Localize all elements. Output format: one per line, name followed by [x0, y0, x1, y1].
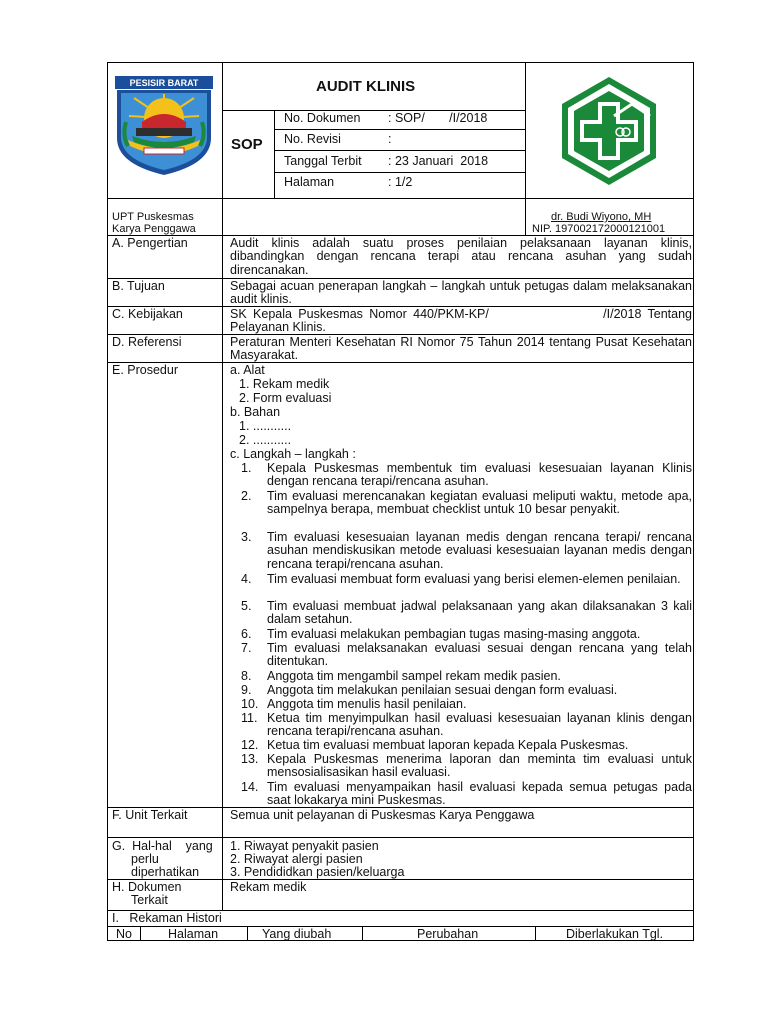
history-col-diberlakukan: Diberlakukan Tgl. — [566, 927, 664, 941]
history-col-no: No — [116, 927, 132, 941]
step-number: 7. — [241, 641, 252, 655]
g-item: 3. Pendididkan pasien/keluarga — [230, 865, 405, 879]
alat-item: 2. Form evaluasi — [239, 391, 332, 405]
step-text: Tim evaluasi merencanakan kegiatan evaluasi meliputi waktu, metode apa, sampelnya berapa, membuat checklist untuk 10 besar penyakit. — [267, 489, 692, 517]
tanggal-terbit-value: : 23 Januari 2018 — [388, 154, 489, 168]
bahan-item: 2. ........... — [239, 433, 292, 447]
section-d-text: Peraturan Menteri Kesehatan RI Nomor 75 Tahun 2014 tentang Pusat Kesehatan Masyarakat. — [230, 335, 692, 363]
step-text: Tim evaluasi membuat jadwal pelaksanaan yang akan dilaksanakan 3 kali dalam setahun. — [267, 599, 692, 627]
section-g-label: diperhatikan — [131, 865, 200, 879]
step-number: 8. — [241, 669, 252, 683]
step-text: Kepala Puskesmas membentuk tim evaluasi kesesuaian layanan Klinis dengan rencana terapi/rencana asuhan. — [267, 461, 692, 489]
step-number: 1. — [241, 461, 252, 475]
step-text: Anggota tim mengambil sampel rekam medik pasien. — [267, 669, 561, 683]
no-dokumen-value: : SOP/ /I/2018 — [388, 111, 488, 125]
history-col-halaman: Halaman — [168, 927, 219, 941]
no-dokumen-label: No. Dokumen — [284, 111, 361, 125]
step-text: Ketua tim menyimpulkan hasil evaluasi kesesuaian layanan klinis dengan rencana terapi/rencana asuhan. — [267, 711, 692, 739]
logo-text: PESISIR BARAT — [129, 78, 199, 88]
bahan-item: 1. ........... — [239, 419, 292, 433]
step-text: Kepala Puskesmas menerima laporan dan meminta tim evaluasi untuk mensosialisasikan hasil evaluasi. — [267, 752, 692, 780]
section-h-label: Terkait — [131, 893, 168, 907]
step-text: Anggota tim melakukan penilaian sesuai dengan form evaluasi. — [267, 683, 618, 697]
g-item: 2. Riwayat alergi pasien — [230, 852, 363, 866]
alat-title: a. Alat — [230, 363, 265, 377]
no-revisi-value: : — [388, 132, 392, 146]
step-number: 4. — [241, 572, 252, 586]
step-text: Tim evaluasi melakukan pembagian tugas masing-masing anggota. — [267, 627, 641, 641]
section-f-text: Semua unit pelayanan di Puskesmas Karya Penggawa — [230, 808, 535, 822]
step-text: Tim evaluasi menyampaikan hasil evaluasi kepada semua petugas pada saat lokakarya mini Puskesmas. — [267, 780, 692, 808]
bahan-title: b. Bahan — [230, 405, 281, 419]
section-h-text: Rekam medik — [230, 880, 307, 894]
signer-name: dr. Budi Wiyono, MH — [551, 211, 652, 223]
section-g-label: perlu — [131, 852, 159, 866]
section-f-label: F. Unit Terkait — [112, 808, 188, 822]
alat-item: 1. Rekam medik — [239, 377, 330, 391]
section-g-label: G. Hal-hal yang — [112, 839, 213, 853]
step-number: 5. — [241, 599, 252, 613]
signer-nip: NIP. 197002172000121001 — [532, 223, 666, 235]
section-c-line-1: SK Kepala Puskesmas Nomor 440/PKM-KP/ /I/2018 Tentang — [230, 307, 692, 321]
step-number: 9. — [241, 683, 252, 697]
step-number: 12. — [241, 738, 259, 752]
halaman-value: : 1/2 — [388, 175, 413, 189]
step-text: Tim evaluasi melaksanakan evaluasi sesuai dengan rencana yang telah ditentukan. — [267, 641, 692, 669]
step-number: 11. — [241, 711, 258, 725]
step-text: Tim evaluasi kesesuaian layanan medis dengan rencana terapi/ rencana asuhan mendiskusikan metode evaluasi kesesuaian layanan medis dengan rencana terapi/rencana asuhan. — [267, 530, 692, 571]
section-c-line-2: Pelayanan Klinis. — [230, 320, 326, 334]
section-b-label: B. Tujuan — [112, 279, 165, 293]
section-b-text: Sebagai acuan penerapan langkah – langkah untuk petugas dalam melaksanakan audit klinis. — [230, 279, 692, 307]
document-title: AUDIT KLINIS — [316, 78, 416, 95]
no-revisi-label: No. Revisi — [284, 132, 341, 146]
step-text: Anggota tim menulis hasil penilaian. — [267, 697, 467, 711]
history-col-yang-diubah: Yang diubah — [262, 927, 332, 941]
section-a-text: Audit klinis adalah suatu proses penilaian pelaksanaan layanan klinis, dibandingkan dengan rencana terapi atau rencana asuhan yang sudah direncanakan. — [230, 236, 692, 277]
section-i-label: I. Rekaman Histori — [112, 911, 222, 925]
step-number: 3. — [241, 530, 252, 544]
history-col-perubahan: Perubahan — [417, 927, 479, 941]
org-line-1: UPT Puskesmas — [112, 211, 194, 223]
g-item: 1. Riwayat penyakit pasien — [230, 839, 379, 853]
section-h-label: H. Dokumen — [112, 880, 182, 894]
tanggal-terbit-label: Tanggal Terbit — [284, 154, 362, 168]
step-number: 6. — [241, 627, 252, 641]
step-text: Tim evaluasi membuat form evaluasi yang berisi elemen-elemen penilaian. — [267, 572, 681, 586]
step-number: 10. — [241, 697, 259, 711]
step-text: Ketua tim evaluasi membuat laporan kepada Kepala Puskesmas. — [267, 738, 629, 752]
section-d-label: D. Referensi — [112, 335, 182, 349]
section-e-label: E. Prosedur — [112, 363, 179, 377]
section-c-label: C. Kebijakan — [112, 307, 183, 321]
step-number: 13. — [241, 752, 259, 766]
step-number: 14. — [241, 780, 259, 794]
langkah-title: c. Langkah – langkah : — [230, 447, 356, 461]
sop-label: SOP — [231, 136, 263, 153]
section-a-label: A. Pengertian — [112, 236, 188, 250]
step-number: 2. — [241, 489, 252, 503]
pesisir-barat-logo — [114, 76, 214, 176]
org-line-2: Karya Penggawa — [112, 223, 196, 235]
halaman-label: Halaman — [284, 175, 335, 189]
puskesmas-logo — [554, 76, 664, 186]
